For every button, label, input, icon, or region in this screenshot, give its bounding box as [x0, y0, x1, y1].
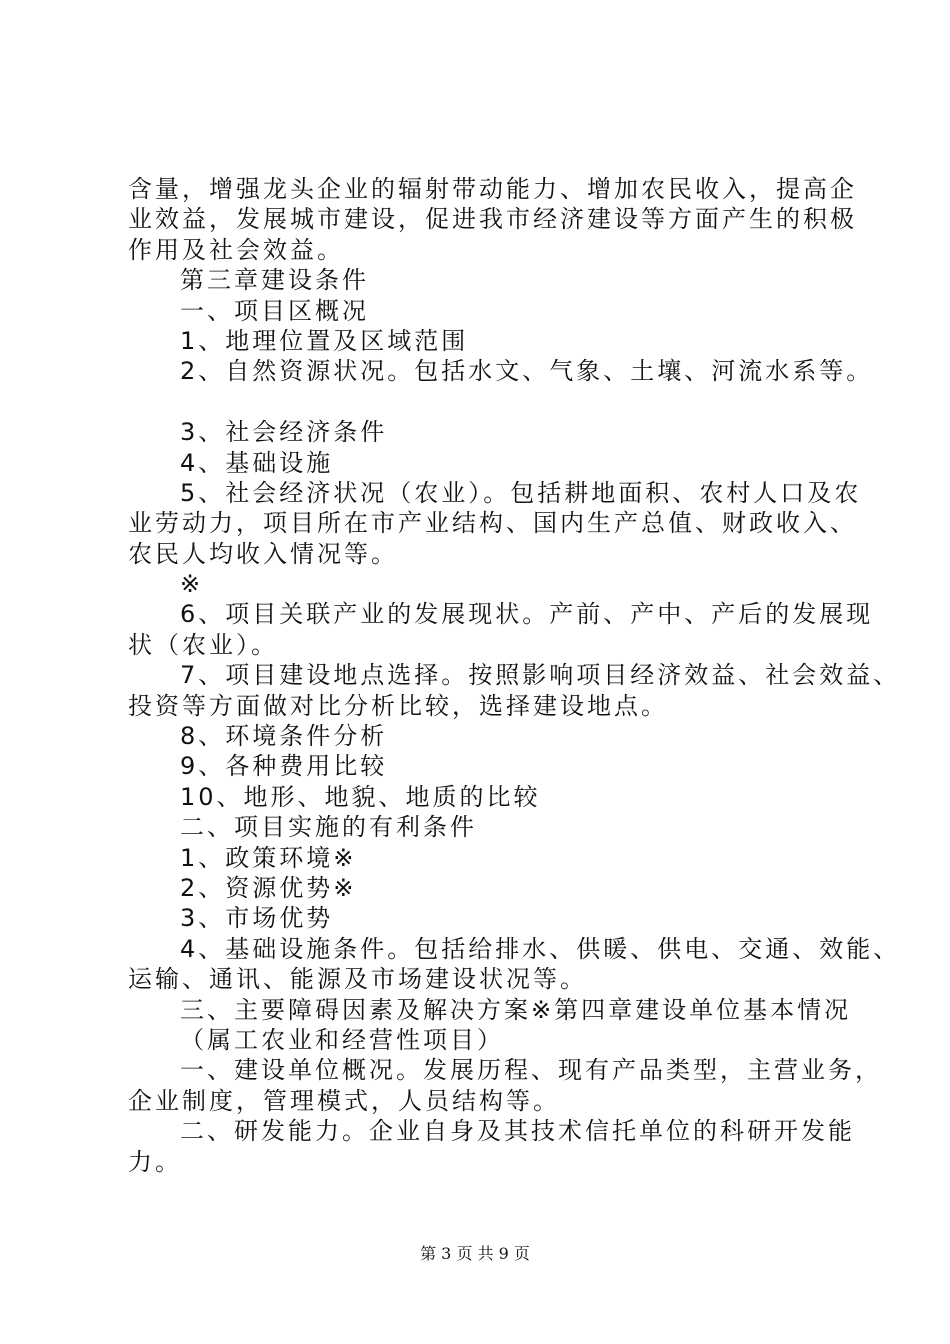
text-line: 三、主要障碍因素及解决方案※第四章建设单位基本情况: [180, 995, 852, 1024]
text-line: 含量，增强龙头企业的辐射带动能力、增加农民收入，提高企: [128, 175, 857, 203]
text-line: 1、政策环境※: [180, 843, 357, 872]
text-line: 二、研发能力。企业自身及其技术信托单位的科研开发能: [180, 1117, 855, 1146]
text-line: （属工农业和经营性项目）: [180, 1025, 504, 1054]
document-body: [128, 174, 901, 1177]
text-line: 8、环境条件分析: [180, 722, 388, 751]
text-line: 4、基础设施条件。包括给排水、供暖、供电、交通、效能、: [180, 934, 901, 963]
text-line: 业效益，发展城市建设，促进我市经济建设等方面产生的积极: [128, 205, 857, 234]
page-footer: 第 3 页 共 9 页: [420, 1244, 530, 1263]
blank-line: [128, 387, 868, 417]
text-line: ※: [180, 570, 204, 599]
text-line: 农民人均收入情况等。: [128, 539, 398, 568]
text-line: 7、项目建设地点选择。按照影响项目经济效益、社会效益、: [180, 661, 901, 690]
text-line: 3、社会经济条件: [180, 418, 388, 447]
text-line: 一、建设单位概况。发展历程、现有产品类型，主营业务，: [180, 1056, 882, 1085]
text-line: 10、地形、地貌、地质的比较: [180, 782, 541, 811]
text-line: 力。: [128, 1147, 182, 1176]
text-line: 企业制度，管理模式，人员结构等。: [128, 1086, 560, 1115]
text-line: 一、项目区概况: [180, 296, 369, 325]
text-line: 2、自然资源状况。包括水文、气象、土壤、河流水系等。: [180, 357, 874, 386]
text-line: 9、各种费用比较: [180, 752, 388, 781]
text-line: 4、基础设施: [180, 448, 334, 477]
text-line: 业劳动力，项目所在市产业结构、国内生产总值、财政收入、: [128, 509, 857, 538]
text-line: 5、社会经济状况（农业）。包括耕地面积、农村人口及农: [180, 478, 862, 507]
text-line: 作用及社会效益。: [128, 235, 344, 264]
text-line: 第三章建设条件: [180, 266, 369, 295]
text-line: 状（农业）。: [128, 630, 278, 659]
text-line: 1、地理位置及区域范围: [180, 326, 469, 355]
text-line: 投资等方面做对比分析比较，选择建设地点。: [128, 691, 668, 720]
text-line: 6、项目关联产业的发展现状。产前、产中、产后的发展现: [180, 600, 874, 629]
text-line: 2、资源优势※: [180, 873, 357, 902]
text-line: 运输、通讯、能源及市场建设状况等。: [128, 965, 587, 994]
text-line: 二、项目实施的有利条件: [180, 813, 477, 842]
text-line: 3、市场优势: [180, 904, 334, 933]
